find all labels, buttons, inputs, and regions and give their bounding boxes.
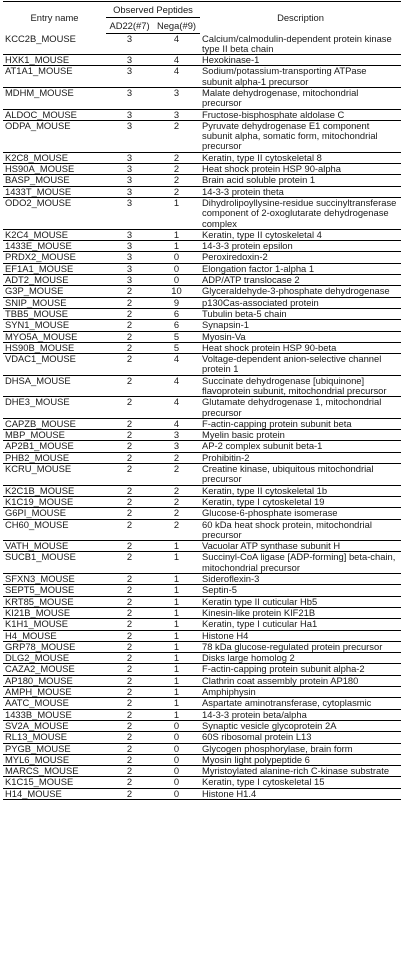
description-cell: Heat shock protein HSP 90-beta [200, 342, 401, 353]
ad22-count-cell: 3 [106, 263, 153, 274]
nega-count-cell: 1 [153, 698, 200, 709]
nega-count-cell: 0 [153, 754, 200, 765]
ad22-count-cell: 2 [106, 430, 153, 441]
ad22-count-cell: 2 [106, 331, 153, 342]
table-row [3, 120, 401, 152]
description-cell: Keratin, type I cuticular Ha1 [200, 619, 401, 630]
entry-name-cell: KRT85_MOUSE [3, 596, 106, 607]
description-cell: Disks large homolog 2 [200, 653, 401, 664]
description-cell: Succinyl-CoA ligase [ADP-forming] beta-chain, mitochondrial precursor [200, 552, 401, 574]
description-cell: ADP/ATP translocase 2 [200, 275, 401, 286]
table-row [3, 263, 401, 274]
table-row [3, 175, 401, 186]
description-cell: Prohibitin-2 [200, 452, 401, 463]
ad22-count-cell: 3 [106, 34, 153, 55]
description-cell: Keratin, type II cytoskeletal 1b [200, 485, 401, 496]
description-cell: 60S ribosomal protein L13 [200, 732, 401, 743]
description-cell: Hexokinase-1 [200, 55, 401, 66]
entry-name-cell: 1433T_MOUSE [3, 186, 106, 197]
table-row [3, 754, 401, 765]
ad22-count-cell: 3 [106, 164, 153, 175]
ad22-count-cell: 3 [106, 66, 153, 88]
entry-name-cell: GRP78_MOUSE [3, 641, 106, 652]
nega-count-cell: 2 [153, 519, 200, 541]
entry-name-cell: AP2B1_MOUSE [3, 441, 106, 452]
description-cell: Septin-5 [200, 585, 401, 596]
entry-name-cell: DHE3_MOUSE [3, 397, 106, 419]
table-row [3, 109, 401, 120]
entry-name-cell: 1433B_MOUSE [3, 709, 106, 720]
description-cell: Fructose-bisphosphate aldolase C [200, 109, 401, 120]
peptide-table [3, 1, 401, 800]
table-row [3, 519, 401, 541]
entry-name-cell: EF1A1_MOUSE [3, 263, 106, 274]
table-row [3, 766, 401, 777]
ad22-count-cell: 2 [106, 397, 153, 419]
entry-name-cell: ADT2_MOUSE [3, 275, 106, 286]
table-body [3, 34, 401, 800]
entry-name-cell: ODO2_MOUSE [3, 197, 106, 229]
table-row [3, 607, 401, 618]
header-observed-peptides: Observed Peptides [106, 2, 200, 18]
description-cell: Pyruvate dehydrogenase E1 component subunit alpha, somatic form, mitochondrial precursor [200, 120, 401, 152]
header-ad22: AD22(#7) [106, 18, 153, 34]
ad22-count-cell: 2 [106, 585, 153, 596]
nega-count-cell: 1 [153, 664, 200, 675]
entry-name-cell: ODPA_MOUSE [3, 120, 106, 152]
table-row [3, 641, 401, 652]
entry-name-cell: 1433E_MOUSE [3, 241, 106, 252]
description-cell: Calcium/calmodulin-dependent protein kinase type II beta chain [200, 34, 401, 55]
entry-name-cell: RL13_MOUSE [3, 732, 106, 743]
entry-name-cell: G6PI_MOUSE [3, 508, 106, 519]
nega-count-cell: 0 [153, 777, 200, 788]
entry-name-cell: TBB5_MOUSE [3, 308, 106, 319]
entry-name-cell: HXK1_MOUSE [3, 55, 106, 66]
nega-count-cell: 1 [153, 541, 200, 552]
entry-name-cell: PHB2_MOUSE [3, 452, 106, 463]
entry-name-cell: KCC2B_MOUSE [3, 34, 106, 55]
entry-name-cell: K2C8_MOUSE [3, 152, 106, 163]
nega-count-cell: 0 [153, 743, 200, 754]
table-row [3, 342, 401, 353]
entry-name-cell: H4_MOUSE [3, 630, 106, 641]
entry-name-cell: MYO5A_MOUSE [3, 331, 106, 342]
ad22-count-cell: 2 [106, 596, 153, 607]
entry-name-cell: K1C19_MOUSE [3, 496, 106, 507]
entry-name-cell: AT1A1_MOUSE [3, 66, 106, 88]
description-cell: Peroxiredoxin-2 [200, 252, 401, 263]
entry-name-cell: KCRU_MOUSE [3, 464, 106, 486]
ad22-count-cell: 3 [106, 197, 153, 229]
description-cell: 60 kDa heat shock protein, mitochondrial precursor [200, 519, 401, 541]
table-row [3, 619, 401, 630]
table-row [3, 34, 401, 55]
table-row [3, 430, 401, 441]
table-row [3, 354, 401, 376]
nega-count-cell: 1 [153, 241, 200, 252]
ad22-count-cell: 3 [106, 152, 153, 163]
nega-count-cell: 4 [153, 34, 200, 55]
ad22-count-cell: 3 [106, 252, 153, 263]
description-cell: Brain acid soluble protein 1 [200, 175, 401, 186]
ad22-count-cell: 2 [106, 641, 153, 652]
description-cell: Succinate dehydrogenase [ubiquinone] flavoprotein subunit, mitochondrial precursor [200, 375, 401, 397]
table-row [3, 331, 401, 342]
table-row [3, 229, 401, 240]
ad22-count-cell: 2 [106, 541, 153, 552]
description-cell: Keratin, type II cytoskeletal 8 [200, 152, 401, 163]
ad22-count-cell: 2 [106, 754, 153, 765]
ad22-count-cell: 3 [106, 55, 153, 66]
nega-count-cell: 0 [153, 720, 200, 731]
nega-count-cell: 4 [153, 418, 200, 429]
nega-count-cell: 2 [153, 164, 200, 175]
description-cell: Synaptic vesicle glycoprotein 2A [200, 720, 401, 731]
ad22-count-cell: 2 [106, 664, 153, 675]
ad22-count-cell: 3 [106, 186, 153, 197]
nega-count-cell: 3 [153, 109, 200, 120]
description-cell: F-actin-capping protein subunit alpha-2 [200, 664, 401, 675]
nega-count-cell: 1 [153, 585, 200, 596]
ad22-count-cell: 2 [106, 720, 153, 731]
description-cell: Clathrin coat assembly protein AP180 [200, 675, 401, 686]
ad22-count-cell: 3 [106, 120, 153, 152]
entry-name-cell: K2C1B_MOUSE [3, 485, 106, 496]
description-cell: Elongation factor 1-alpha 1 [200, 263, 401, 274]
description-cell: Synapsin-1 [200, 320, 401, 331]
table-row [3, 788, 401, 799]
description-cell: 14-3-3 protein theta [200, 186, 401, 197]
table-row [3, 743, 401, 754]
nega-count-cell: 2 [153, 120, 200, 152]
nega-count-cell: 5 [153, 331, 200, 342]
description-cell: Keratin, type II cytoskeletal 4 [200, 229, 401, 240]
ad22-count-cell: 2 [106, 732, 153, 743]
table-row [3, 687, 401, 698]
nega-count-cell: 1 [153, 641, 200, 652]
nega-count-cell: 1 [153, 607, 200, 618]
table-row [3, 375, 401, 397]
table-row [3, 585, 401, 596]
table-header [3, 2, 401, 34]
nega-count-cell: 0 [153, 263, 200, 274]
nega-count-cell: 2 [153, 464, 200, 486]
nega-count-cell: 1 [153, 709, 200, 720]
entry-name-cell: PRDX2_MOUSE [3, 252, 106, 263]
table-row [3, 574, 401, 585]
ad22-count-cell: 2 [106, 653, 153, 664]
nega-count-cell: 0 [153, 252, 200, 263]
description-cell: Vacuolar ATP synthase subunit H [200, 541, 401, 552]
nega-count-cell: 4 [153, 397, 200, 419]
entry-name-cell: AP180_MOUSE [3, 675, 106, 686]
entry-name-cell: K1H1_MOUSE [3, 619, 106, 630]
ad22-count-cell: 2 [106, 630, 153, 641]
entry-name-cell: HS90B_MOUSE [3, 342, 106, 353]
entry-name-cell: AMPH_MOUSE [3, 687, 106, 698]
description-cell: AP-2 complex subunit beta-1 [200, 441, 401, 452]
ad22-count-cell: 2 [106, 308, 153, 319]
nega-count-cell: 1 [153, 687, 200, 698]
ad22-count-cell: 2 [106, 766, 153, 777]
nega-count-cell: 2 [153, 152, 200, 163]
table-row [3, 241, 401, 252]
description-cell: Heat shock protein HSP 90-alpha [200, 164, 401, 175]
description-cell: Keratin, type I cytoskeletal 19 [200, 496, 401, 507]
entry-name-cell: MDHM_MOUSE [3, 87, 106, 109]
ad22-count-cell: 2 [106, 418, 153, 429]
table-row [3, 164, 401, 175]
table-row [3, 152, 401, 163]
nega-count-cell: 1 [153, 574, 200, 585]
nega-count-cell: 5 [153, 342, 200, 353]
entry-name-cell: CAZA2_MOUSE [3, 664, 106, 675]
entry-name-cell: KI21B_MOUSE [3, 607, 106, 618]
nega-count-cell: 1 [153, 229, 200, 240]
nega-count-cell: 4 [153, 375, 200, 397]
entry-name-cell: SEPT5_MOUSE [3, 585, 106, 596]
ad22-count-cell: 2 [106, 508, 153, 519]
entry-name-cell: K2C4_MOUSE [3, 229, 106, 240]
nega-count-cell: 2 [153, 186, 200, 197]
ad22-count-cell: 2 [106, 698, 153, 709]
ad22-count-cell: 2 [106, 552, 153, 574]
description-cell: F-actin-capping protein subunit beta [200, 418, 401, 429]
table-row [3, 552, 401, 574]
table-row [3, 397, 401, 419]
description-cell: Histone H4 [200, 630, 401, 641]
entry-name-cell: VDAC1_MOUSE [3, 354, 106, 376]
ad22-count-cell: 2 [106, 286, 153, 297]
nega-count-cell: 1 [153, 197, 200, 229]
nega-count-cell: 3 [153, 441, 200, 452]
nega-count-cell: 4 [153, 66, 200, 88]
entry-name-cell: CH60_MOUSE [3, 519, 106, 541]
table-row [3, 441, 401, 452]
description-cell: Myristoylated alanine-rich C-kinase substrate [200, 766, 401, 777]
nega-count-cell: 1 [153, 630, 200, 641]
description-cell: Creatine kinase, ubiquitous mitochondrial precursor [200, 464, 401, 486]
table-row [3, 508, 401, 519]
table-row [3, 720, 401, 731]
entry-name-cell: MARCS_MOUSE [3, 766, 106, 777]
nega-count-cell: 3 [153, 430, 200, 441]
nega-count-cell: 2 [153, 508, 200, 519]
description-cell: 14-3-3 protein beta/alpha [200, 709, 401, 720]
ad22-count-cell: 2 [106, 354, 153, 376]
ad22-count-cell: 3 [106, 241, 153, 252]
entry-name-cell: SYN1_MOUSE [3, 320, 106, 331]
description-cell: Myelin basic protein [200, 430, 401, 441]
ad22-count-cell: 2 [106, 441, 153, 452]
table-row [3, 596, 401, 607]
ad22-count-cell: 2 [106, 320, 153, 331]
entry-name-cell: K1C15_MOUSE [3, 777, 106, 788]
nega-count-cell: 1 [153, 552, 200, 574]
ad22-count-cell: 2 [106, 375, 153, 397]
table-row [3, 630, 401, 641]
table-row [3, 664, 401, 675]
nega-count-cell: 2 [153, 496, 200, 507]
description-cell: Myosin-Va [200, 331, 401, 342]
ad22-count-cell: 3 [106, 109, 153, 120]
nega-count-cell: 1 [153, 653, 200, 664]
entry-name-cell: G3P_MOUSE [3, 286, 106, 297]
table-row [3, 464, 401, 486]
entry-name-cell: DHSA_MOUSE [3, 375, 106, 397]
header-entry-name: Entry name [3, 2, 106, 34]
nega-count-cell: 1 [153, 675, 200, 686]
ad22-count-cell: 2 [106, 574, 153, 585]
header-description: Description [200, 2, 401, 34]
ad22-count-cell: 2 [106, 297, 153, 308]
table-row [3, 252, 401, 263]
nega-count-cell: 4 [153, 354, 200, 376]
nega-count-cell: 3 [153, 87, 200, 109]
ad22-count-cell: 3 [106, 229, 153, 240]
ad22-count-cell: 2 [106, 464, 153, 486]
entry-name-cell: HS90A_MOUSE [3, 164, 106, 175]
description-cell: Aspartate aminotransferase, cytoplasmic [200, 698, 401, 709]
entry-name-cell: CAPZB_MOUSE [3, 418, 106, 429]
table-row [3, 308, 401, 319]
nega-count-cell: 9 [153, 297, 200, 308]
description-cell: Myosin light polypeptide 6 [200, 754, 401, 765]
description-cell: 78 kDa glucose-regulated protein precursor [200, 641, 401, 652]
ad22-count-cell: 3 [106, 87, 153, 109]
entry-name-cell: MBP_MOUSE [3, 430, 106, 441]
description-cell: Glycogen phosphorylase, brain form [200, 743, 401, 754]
table-row [3, 286, 401, 297]
description-cell: Dihydrolipoyllysine-residue succinyltransferase component of 2-oxoglutarate dehydrogenase complex [200, 197, 401, 229]
description-cell: Glutamate dehydrogenase 1, mitochondrial precursor [200, 397, 401, 419]
description-cell: Histone H1.4 [200, 788, 401, 799]
ad22-count-cell: 2 [106, 619, 153, 630]
ad22-count-cell: 2 [106, 788, 153, 799]
nega-count-cell: 2 [153, 485, 200, 496]
nega-count-cell: 0 [153, 275, 200, 286]
description-cell: Glucose-6-phosphate isomerase [200, 508, 401, 519]
ad22-count-cell: 2 [106, 496, 153, 507]
entry-name-cell: SV2A_MOUSE [3, 720, 106, 731]
description-cell: Sideroflexin-3 [200, 574, 401, 585]
table-row [3, 485, 401, 496]
table-row [3, 541, 401, 552]
entry-name-cell: ALDOC_MOUSE [3, 109, 106, 120]
description-cell: 14-3-3 protein epsilon [200, 241, 401, 252]
entry-name-cell: SNIP_MOUSE [3, 297, 106, 308]
nega-count-cell: 0 [153, 732, 200, 743]
table-row [3, 732, 401, 743]
nega-count-cell: 0 [153, 766, 200, 777]
entry-name-cell: SUCB1_MOUSE [3, 552, 106, 574]
table-row [3, 275, 401, 286]
table-row [3, 55, 401, 66]
nega-count-cell: 1 [153, 619, 200, 630]
table-row [3, 418, 401, 429]
description-cell: Keratin, type I cytoskeletal 15 [200, 777, 401, 788]
nega-count-cell: 2 [153, 452, 200, 463]
description-cell: Keratin type II cuticular Hb5 [200, 596, 401, 607]
nega-count-cell: 0 [153, 788, 200, 799]
entry-name-cell: PYGB_MOUSE [3, 743, 106, 754]
description-cell: Amphiphysin [200, 687, 401, 698]
description-cell: Kinesin-like protein KIF21B [200, 607, 401, 618]
table-row [3, 186, 401, 197]
ad22-count-cell: 2 [106, 519, 153, 541]
nega-count-cell: 6 [153, 308, 200, 319]
table-row [3, 320, 401, 331]
table-row [3, 698, 401, 709]
description-cell: Malate dehydrogenase, mitochondrial precursor [200, 87, 401, 109]
nega-count-cell: 4 [153, 55, 200, 66]
ad22-count-cell: 2 [106, 675, 153, 686]
header-nega: Nega(#9) [153, 18, 200, 34]
table-row [3, 675, 401, 686]
table-row [3, 653, 401, 664]
nega-count-cell: 2 [153, 175, 200, 186]
description-cell: p130Cas-associated protein [200, 297, 401, 308]
description-cell: Tubulin beta-5 chain [200, 308, 401, 319]
entry-name-cell: AATC_MOUSE [3, 698, 106, 709]
ad22-count-cell: 3 [106, 175, 153, 186]
table-row [3, 66, 401, 88]
entry-name-cell: BASP_MOUSE [3, 175, 106, 186]
table-row [3, 297, 401, 308]
ad22-count-cell: 2 [106, 743, 153, 754]
entry-name-cell: VATH_MOUSE [3, 541, 106, 552]
ad22-count-cell: 2 [106, 687, 153, 698]
table-row [3, 777, 401, 788]
nega-count-cell: 1 [153, 596, 200, 607]
nega-count-cell: 6 [153, 320, 200, 331]
table-row [3, 87, 401, 109]
table-row [3, 496, 401, 507]
table-row [3, 452, 401, 463]
ad22-count-cell: 2 [106, 709, 153, 720]
description-cell: Voltage-dependent anion-selective channel protein 1 [200, 354, 401, 376]
entry-name-cell: DLG2_MOUSE [3, 653, 106, 664]
nega-count-cell: 10 [153, 286, 200, 297]
table-row [3, 197, 401, 229]
entry-name-cell: H14_MOUSE [3, 788, 106, 799]
description-cell: Glyceraldehyde-3-phosphate dehydrogenase [200, 286, 401, 297]
table-row [3, 709, 401, 720]
ad22-count-cell: 2 [106, 452, 153, 463]
ad22-count-cell: 3 [106, 275, 153, 286]
entry-name-cell: MYL6_MOUSE [3, 754, 106, 765]
entry-name-cell: SFXN3_MOUSE [3, 574, 106, 585]
description-cell: Sodium/potassium-transporting ATPase subunit alpha-1 precursor [200, 66, 401, 88]
ad22-count-cell: 2 [106, 607, 153, 618]
ad22-count-cell: 2 [106, 485, 153, 496]
ad22-count-cell: 2 [106, 777, 153, 788]
ad22-count-cell: 2 [106, 342, 153, 353]
